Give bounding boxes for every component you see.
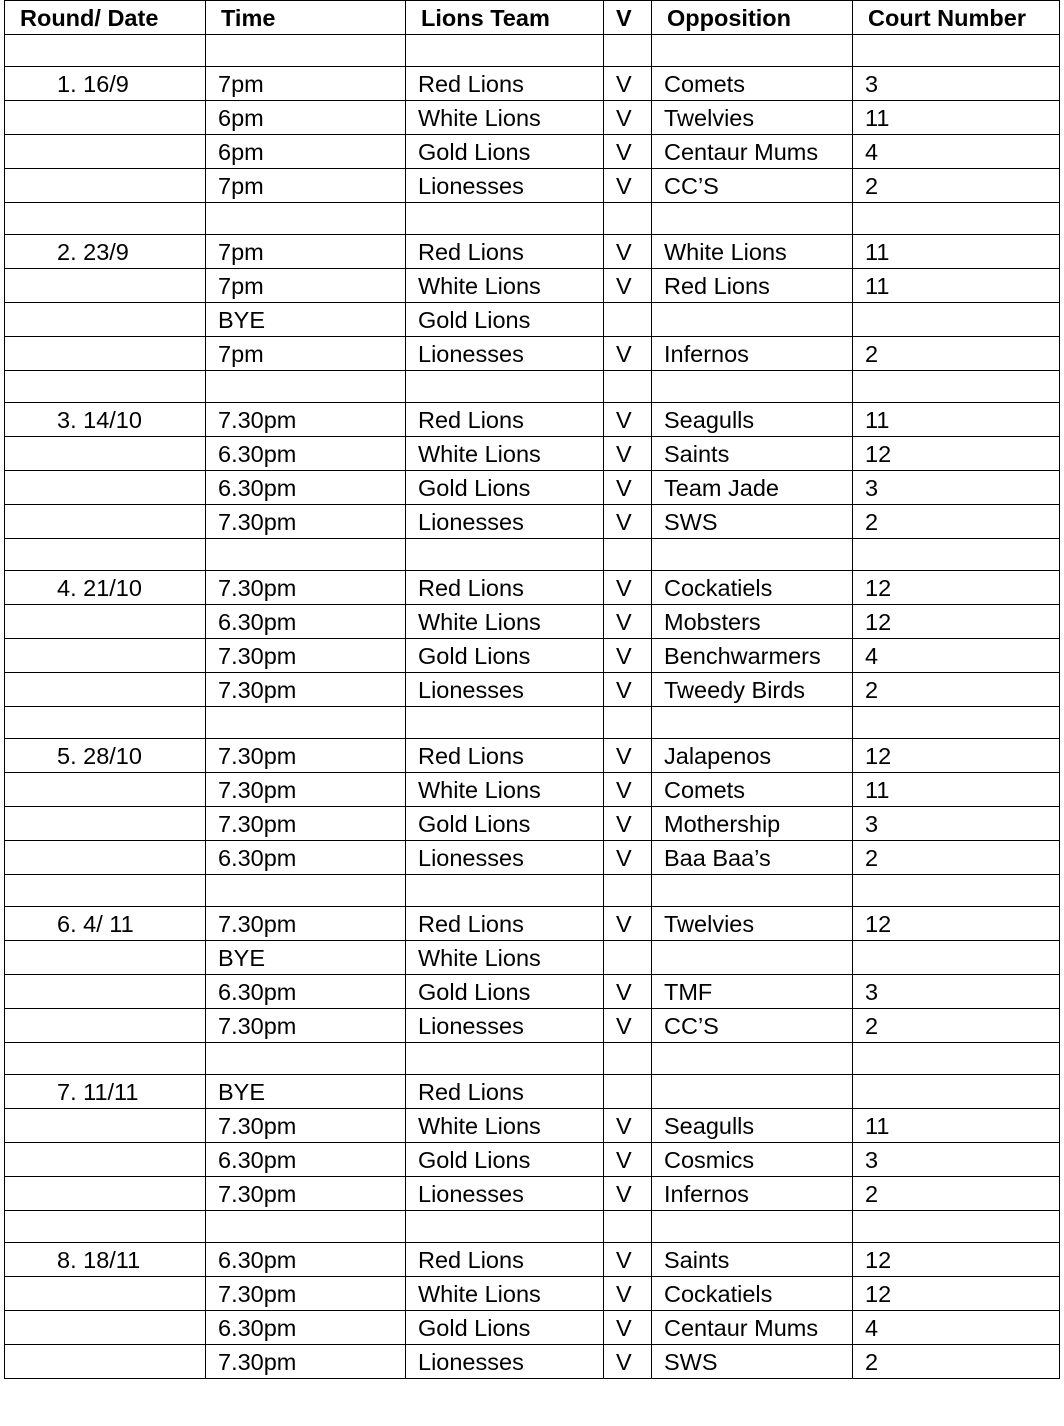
header-round-date: Round/ Date [5, 1, 206, 35]
table-row [5, 773, 1060, 807]
opposition-cell: Seagulls [652, 1109, 853, 1143]
empty-cell [853, 203, 1060, 235]
header-versus: V [604, 1, 652, 35]
lions-team-cell: Lionesses [406, 1345, 604, 1379]
lions-team-cell: Red Lions [406, 1243, 604, 1277]
versus-cell: V [604, 975, 652, 1009]
round-date-cell: 3. 14/10 [5, 403, 206, 437]
spacer-row [5, 203, 1060, 235]
court-number-cell: 11 [853, 101, 1060, 135]
empty-cell [5, 1009, 206, 1043]
lions-team-cell: Gold Lions [406, 471, 604, 505]
empty-cell [604, 1043, 652, 1075]
table-row [5, 841, 1060, 875]
empty-cell [5, 941, 206, 975]
empty-cell [406, 539, 604, 571]
opposition-cell: Red Lions [652, 269, 853, 303]
court-number-cell: 12 [853, 571, 1060, 605]
lions-team-cell: Red Lions [406, 571, 604, 605]
opposition-cell: Benchwarmers [652, 639, 853, 673]
empty-cell [604, 35, 652, 67]
lions-team-cell: Gold Lions [406, 975, 604, 1009]
opposition-cell: Jalapenos [652, 739, 853, 773]
table-row [5, 907, 1060, 941]
versus-cell: V [604, 403, 652, 437]
time-cell: 6.30pm [206, 841, 406, 875]
time-cell: BYE [206, 303, 406, 337]
opposition-cell: TMF [652, 975, 853, 1009]
table-row [5, 739, 1060, 773]
empty-cell [406, 371, 604, 403]
lions-team-cell: Lionesses [406, 673, 604, 707]
lions-team-cell: White Lions [406, 1277, 604, 1311]
lions-team-cell: Red Lions [406, 907, 604, 941]
table-row [5, 1345, 1060, 1379]
table-row [5, 639, 1060, 673]
table-row [5, 67, 1060, 101]
empty-cell [652, 1043, 853, 1075]
court-number-cell: 3 [853, 1143, 1060, 1177]
round-date-cell: 8. 18/11 [5, 1243, 206, 1277]
versus-cell: V [604, 1109, 652, 1143]
opposition-cell: Comets [652, 67, 853, 101]
opposition-cell: Infernos [652, 337, 853, 371]
empty-cell [604, 371, 652, 403]
opposition-cell: Cockatiels [652, 1277, 853, 1311]
opposition-cell: SWS [652, 1345, 853, 1379]
empty-cell [853, 875, 1060, 907]
opposition-cell: Seagulls [652, 403, 853, 437]
empty-cell [5, 135, 206, 169]
time-cell: 7.30pm [206, 505, 406, 539]
time-cell: BYE [206, 941, 406, 975]
header-lions-team: Lions Team [406, 1, 604, 35]
opposition-cell [652, 1075, 853, 1109]
empty-cell [853, 371, 1060, 403]
empty-cell [5, 471, 206, 505]
lions-team-cell: Lionesses [406, 1009, 604, 1043]
lions-team-cell: Lionesses [406, 841, 604, 875]
round-date-cell: 6. 4/ 11 [5, 907, 206, 941]
lions-team-cell: Gold Lions [406, 1311, 604, 1345]
empty-cell [5, 1177, 206, 1211]
versus-cell [604, 303, 652, 337]
court-number-cell: 3 [853, 471, 1060, 505]
table-row [5, 303, 1060, 337]
time-cell: 7pm [206, 235, 406, 269]
court-number-cell: 12 [853, 437, 1060, 471]
versus-cell [604, 941, 652, 975]
spacer-row [5, 35, 1060, 67]
time-cell: 6.30pm [206, 437, 406, 471]
court-number-cell: 2 [853, 1177, 1060, 1211]
table-row [5, 673, 1060, 707]
versus-cell: V [604, 471, 652, 505]
spacer-row [5, 539, 1060, 571]
versus-cell: V [604, 605, 652, 639]
empty-cell [206, 371, 406, 403]
empty-cell [406, 707, 604, 739]
round-date-cell: 5. 28/10 [5, 739, 206, 773]
table-row [5, 941, 1060, 975]
lions-team-cell: Red Lions [406, 235, 604, 269]
opposition-cell: Mobsters [652, 605, 853, 639]
versus-cell: V [604, 135, 652, 169]
court-number-cell: 3 [853, 67, 1060, 101]
round-date-cell: 1. 16/9 [5, 67, 206, 101]
lions-team-cell: Red Lions [406, 67, 604, 101]
header-opposition: Opposition [652, 1, 853, 35]
court-number-cell: 4 [853, 135, 1060, 169]
fixtures-table [4, 0, 1060, 1379]
empty-cell [5, 101, 206, 135]
opposition-cell: White Lions [652, 235, 853, 269]
court-number-cell: 12 [853, 1277, 1060, 1311]
empty-cell [206, 203, 406, 235]
court-number-cell: 3 [853, 807, 1060, 841]
versus-cell: V [604, 337, 652, 371]
time-cell: 7.30pm [206, 639, 406, 673]
time-cell: 6pm [206, 101, 406, 135]
empty-cell [652, 539, 853, 571]
time-cell: 6.30pm [206, 605, 406, 639]
empty-cell [853, 1043, 1060, 1075]
empty-cell [206, 875, 406, 907]
opposition-cell: Comets [652, 773, 853, 807]
empty-cell [604, 875, 652, 907]
empty-cell [406, 1211, 604, 1243]
lions-team-cell: Gold Lions [406, 1143, 604, 1177]
court-number-cell: 2 [853, 1345, 1060, 1379]
opposition-cell: Tweedy Birds [652, 673, 853, 707]
court-number-cell [853, 1075, 1060, 1109]
empty-cell [5, 371, 206, 403]
opposition-cell: Team Jade [652, 471, 853, 505]
empty-cell [5, 773, 206, 807]
time-cell: 7.30pm [206, 1009, 406, 1043]
lions-team-cell: Red Lions [406, 739, 604, 773]
court-number-cell [853, 303, 1060, 337]
opposition-cell: Centaur Mums [652, 135, 853, 169]
lions-team-cell: White Lions [406, 1109, 604, 1143]
versus-cell: V [604, 269, 652, 303]
table-row [5, 1277, 1060, 1311]
versus-cell: V [604, 571, 652, 605]
table-row [5, 1109, 1060, 1143]
lions-team-cell: Gold Lions [406, 807, 604, 841]
table-row [5, 1243, 1060, 1277]
court-number-cell: 2 [853, 169, 1060, 203]
spacer-row [5, 707, 1060, 739]
empty-cell [5, 1211, 206, 1243]
versus-cell: V [604, 1345, 652, 1379]
time-cell: 7pm [206, 169, 406, 203]
empty-cell [853, 707, 1060, 739]
court-number-cell: 11 [853, 269, 1060, 303]
time-cell: 7pm [206, 269, 406, 303]
empty-cell [604, 707, 652, 739]
opposition-cell: Centaur Mums [652, 1311, 853, 1345]
opposition-cell: Twelvies [652, 101, 853, 135]
time-cell: 7.30pm [206, 739, 406, 773]
lions-team-cell: White Lions [406, 773, 604, 807]
empty-cell [5, 1345, 206, 1379]
versus-cell: V [604, 739, 652, 773]
lions-team-cell: Lionesses [406, 1177, 604, 1211]
empty-cell [5, 303, 206, 337]
time-cell: 7.30pm [206, 1277, 406, 1311]
opposition-cell: SWS [652, 505, 853, 539]
time-cell: 6.30pm [206, 1311, 406, 1345]
table-row [5, 605, 1060, 639]
empty-cell [5, 1311, 206, 1345]
time-cell: 7.30pm [206, 1345, 406, 1379]
lions-team-cell: White Lions [406, 101, 604, 135]
empty-cell [5, 707, 206, 739]
time-cell: 7.30pm [206, 907, 406, 941]
court-number-cell: 2 [853, 337, 1060, 371]
time-cell: 7.30pm [206, 571, 406, 605]
versus-cell: V [604, 907, 652, 941]
opposition-cell: Cockatiels [652, 571, 853, 605]
time-cell: 7.30pm [206, 807, 406, 841]
versus-cell: V [604, 169, 652, 203]
court-number-cell [853, 941, 1060, 975]
time-cell: BYE [206, 1075, 406, 1109]
empty-cell [5, 539, 206, 571]
time-cell: 6.30pm [206, 1143, 406, 1177]
opposition-cell: Baa Baa’s [652, 841, 853, 875]
versus-cell: V [604, 639, 652, 673]
table-row [5, 505, 1060, 539]
table-row [5, 1009, 1060, 1043]
opposition-cell: CC’S [652, 169, 853, 203]
empty-cell [5, 203, 206, 235]
empty-cell [652, 371, 853, 403]
round-date-cell: 7. 11/11 [5, 1075, 206, 1109]
empty-cell [406, 875, 604, 907]
lions-team-cell: Lionesses [406, 337, 604, 371]
spacer-row [5, 371, 1060, 403]
table-row [5, 471, 1060, 505]
table-row [5, 1177, 1060, 1211]
court-number-cell: 2 [853, 505, 1060, 539]
empty-cell [206, 707, 406, 739]
time-cell: 7pm [206, 67, 406, 101]
lions-team-cell: White Lions [406, 437, 604, 471]
opposition-cell: CC’S [652, 1009, 853, 1043]
versus-cell: V [604, 673, 652, 707]
opposition-cell: Saints [652, 437, 853, 471]
court-number-cell: 3 [853, 975, 1060, 1009]
empty-cell [206, 35, 406, 67]
empty-cell [652, 707, 853, 739]
court-number-cell: 12 [853, 1243, 1060, 1277]
versus-cell: V [604, 1009, 652, 1043]
empty-cell [406, 1043, 604, 1075]
empty-cell [652, 35, 853, 67]
lions-team-cell: White Lions [406, 269, 604, 303]
fixtures-body [5, 35, 1060, 1379]
court-number-cell: 2 [853, 841, 1060, 875]
court-number-cell: 12 [853, 605, 1060, 639]
empty-cell [652, 1211, 853, 1243]
table-row [5, 1075, 1060, 1109]
round-date-cell: 4. 21/10 [5, 571, 206, 605]
empty-cell [406, 203, 604, 235]
court-number-cell: 2 [853, 1009, 1060, 1043]
empty-cell [206, 1043, 406, 1075]
table-row [5, 571, 1060, 605]
empty-cell [5, 807, 206, 841]
table-row [5, 235, 1060, 269]
versus-cell: V [604, 1243, 652, 1277]
empty-cell [853, 1211, 1060, 1243]
empty-cell [5, 875, 206, 907]
lions-team-cell: Red Lions [406, 403, 604, 437]
opposition-cell: Mothership [652, 807, 853, 841]
court-number-cell: 2 [853, 673, 1060, 707]
empty-cell [206, 539, 406, 571]
lions-team-cell: Lionesses [406, 505, 604, 539]
court-number-cell: 4 [853, 1311, 1060, 1345]
lions-team-cell: Gold Lions [406, 639, 604, 673]
time-cell: 7.30pm [206, 403, 406, 437]
table-row [5, 1143, 1060, 1177]
empty-cell [5, 639, 206, 673]
table-row [5, 807, 1060, 841]
empty-cell [5, 1043, 206, 1075]
opposition-cell: Infernos [652, 1177, 853, 1211]
lions-team-cell: White Lions [406, 605, 604, 639]
empty-cell [5, 269, 206, 303]
opposition-cell: Cosmics [652, 1143, 853, 1177]
empty-cell [652, 875, 853, 907]
empty-cell [604, 203, 652, 235]
time-cell: 6pm [206, 135, 406, 169]
versus-cell: V [604, 235, 652, 269]
table-row [5, 101, 1060, 135]
time-cell: 6.30pm [206, 471, 406, 505]
opposition-cell [652, 941, 853, 975]
versus-cell: V [604, 1143, 652, 1177]
versus-cell: V [604, 1311, 652, 1345]
opposition-cell [652, 303, 853, 337]
versus-cell: V [604, 1177, 652, 1211]
lions-team-cell: Gold Lions [406, 303, 604, 337]
time-cell: 6.30pm [206, 1243, 406, 1277]
spacer-row [5, 1043, 1060, 1075]
opposition-cell: Saints [652, 1243, 853, 1277]
court-number-cell: 4 [853, 639, 1060, 673]
round-date-cell: 2. 23/9 [5, 235, 206, 269]
table-row [5, 269, 1060, 303]
empty-cell [5, 35, 206, 67]
court-number-cell: 11 [853, 235, 1060, 269]
versus-cell: V [604, 807, 652, 841]
versus-cell [604, 1075, 652, 1109]
table-row [5, 1311, 1060, 1345]
versus-cell: V [604, 437, 652, 471]
empty-cell [604, 1211, 652, 1243]
table-row [5, 169, 1060, 203]
time-cell: 7pm [206, 337, 406, 371]
empty-cell [5, 975, 206, 1009]
time-cell: 7.30pm [206, 673, 406, 707]
table-row [5, 135, 1060, 169]
empty-cell [604, 539, 652, 571]
table-row [5, 975, 1060, 1009]
empty-cell [652, 203, 853, 235]
lions-team-cell: White Lions [406, 941, 604, 975]
court-number-cell: 11 [853, 1109, 1060, 1143]
empty-cell [5, 437, 206, 471]
versus-cell: V [604, 841, 652, 875]
empty-cell [853, 539, 1060, 571]
lions-team-cell: Gold Lions [406, 135, 604, 169]
spacer-row [5, 1211, 1060, 1243]
empty-cell [5, 1143, 206, 1177]
empty-cell [5, 841, 206, 875]
header-court-number: Court Number [853, 1, 1060, 35]
time-cell: 7.30pm [206, 773, 406, 807]
time-cell: 6.30pm [206, 975, 406, 1009]
court-number-cell: 11 [853, 773, 1060, 807]
empty-cell [5, 1109, 206, 1143]
court-number-cell: 12 [853, 907, 1060, 941]
time-cell: 7.30pm [206, 1177, 406, 1211]
versus-cell: V [604, 67, 652, 101]
empty-cell [5, 673, 206, 707]
time-cell: 7.30pm [206, 1109, 406, 1143]
versus-cell: V [604, 101, 652, 135]
empty-cell [853, 35, 1060, 67]
opposition-cell: Twelvies [652, 907, 853, 941]
header-time: Time [206, 1, 406, 35]
empty-cell [5, 337, 206, 371]
table-row [5, 437, 1060, 471]
empty-cell [406, 35, 604, 67]
court-number-cell: 12 [853, 739, 1060, 773]
header-row [5, 1, 1060, 35]
empty-cell [5, 169, 206, 203]
court-number-cell: 11 [853, 403, 1060, 437]
empty-cell [5, 1277, 206, 1311]
table-row [5, 403, 1060, 437]
empty-cell [206, 1211, 406, 1243]
empty-cell [5, 605, 206, 639]
table-row [5, 337, 1060, 371]
spacer-row [5, 875, 1060, 907]
versus-cell: V [604, 1277, 652, 1311]
versus-cell: V [604, 505, 652, 539]
empty-cell [5, 505, 206, 539]
versus-cell: V [604, 773, 652, 807]
lions-team-cell: Red Lions [406, 1075, 604, 1109]
lions-team-cell: Lionesses [406, 169, 604, 203]
